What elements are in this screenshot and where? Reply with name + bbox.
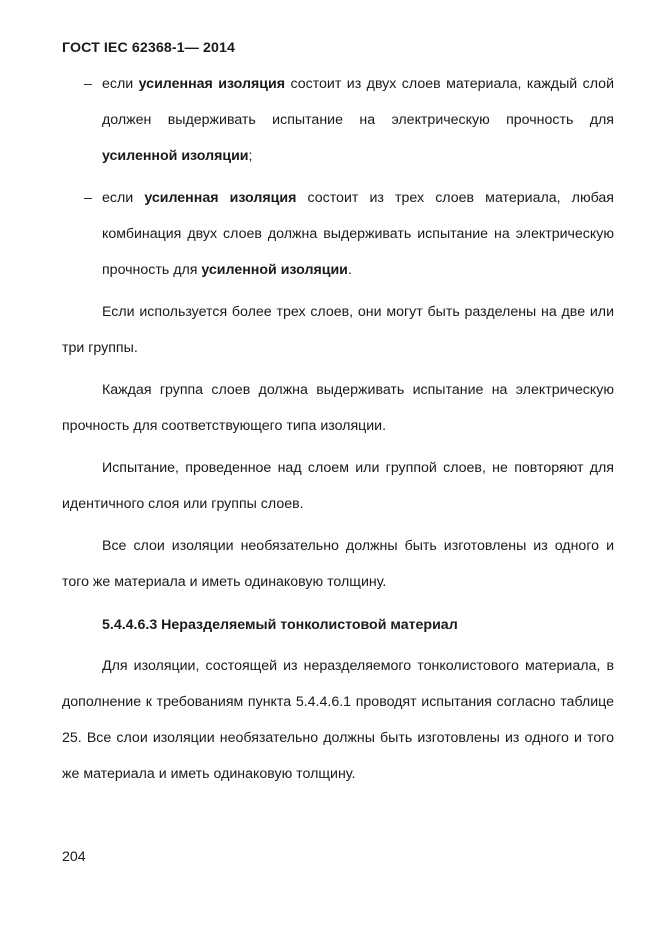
paragraph-3: Испытание, проведенное над слоем или группой слоев, не повторяют для идентичного слоя или группы слоев.	[62, 460, 614, 512]
bullet-term-bold: усиленная изоляция	[138, 76, 286, 92]
bullet-term-bold: усиленной изоляции	[102, 148, 249, 164]
paragraph-2: Каждая группа слоев должна выдерживать испытание на электрическую прочность для соответствующего типа изоляции.	[62, 382, 614, 434]
bullet-text-pre: если	[102, 190, 145, 206]
page-number: 204	[62, 849, 86, 865]
bullet-text-mid: состоит из трех слоев материала, любая комбинация двух слоев должна выдерживать испытание на электрическую прочность для	[102, 190, 614, 278]
bullet-text-post: ;	[248, 148, 253, 164]
paragraph-5: Для изоляции, состоящей из неразделяемого тонколистового материала, в дополнение к требованиям пункта 5.4.4.6.1 проводят испытания согласно таблице 25. Все слои изоляции необязательно должны быть изготовлены из одного и того же материала и иметь одинаковую толщину.	[62, 658, 614, 782]
bullet-text-post: .	[347, 262, 352, 278]
bullet-text-pre: если	[102, 76, 139, 92]
paragraph-4: Все слои изоляции необязательно должны быть изготовлены из одного и того же материала и иметь одинаковую толщину.	[62, 538, 614, 590]
bullet-dash: –	[84, 76, 92, 92]
paragraph-1: Если используется более трех слоев, они могут быть разделены на две или три группы.	[62, 304, 614, 356]
bullet-item-1	[62, 66, 614, 174]
bullet-term-bold: усиленной изоляции	[201, 262, 348, 278]
bullet-text	[102, 66, 614, 174]
section-heading: 5.4.4.6.3 Неразделяемый тонколистовой материал	[102, 617, 458, 633]
document-header: ГОСТ IEC 62368-1— 2014	[62, 40, 235, 56]
bullet-dash: –	[84, 190, 92, 206]
bullet-term-bold: усиленная изоляция	[144, 190, 297, 206]
bullet-text-mid: состоит из двух слоев материала, каждый слой должен выдерживать испытание на электрическую прочность для	[102, 76, 614, 128]
bullet-item-2	[62, 180, 614, 288]
bullet-text	[102, 180, 614, 288]
